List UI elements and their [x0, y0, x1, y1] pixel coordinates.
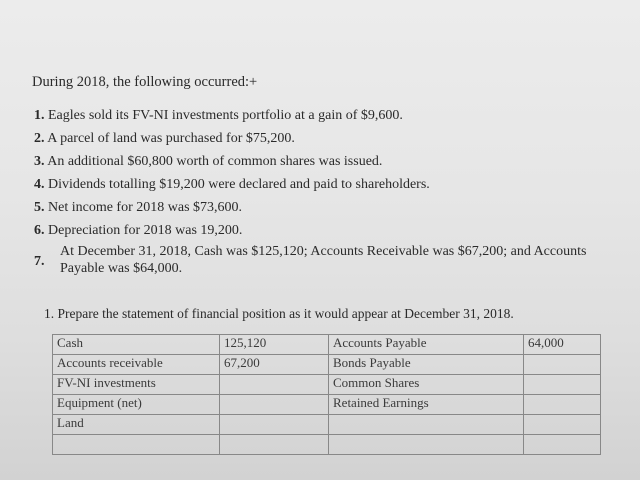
financial-position-table	[52, 334, 601, 455]
events-list	[34, 104, 624, 284]
item-number: 6.	[34, 223, 45, 238]
asset-value-cell[interactable]: 125,120	[220, 335, 329, 355]
list-item	[34, 196, 624, 219]
question-text: 1. Prepare the statement of financial position as it would appear at December 31, 2018.	[44, 306, 514, 321]
asset-value-cell[interactable]	[220, 395, 329, 415]
liability-value-cell[interactable]	[524, 355, 601, 375]
item-text: A parcel of land was purchased for $75,200.	[47, 131, 295, 146]
liability-value-cell[interactable]	[524, 375, 601, 395]
asset-cell[interactable]: Cash	[53, 335, 220, 355]
asset-value-cell[interactable]	[220, 435, 329, 455]
table-row	[53, 355, 601, 375]
item-text: Dividends totalling $19,200 were declared and paid to shareholders.	[48, 177, 430, 192]
liability-cell[interactable]	[329, 435, 524, 455]
asset-cell[interactable]	[53, 435, 220, 455]
asset-cell[interactable]: FV-NI investments	[53, 375, 220, 395]
table-row	[53, 395, 601, 415]
list-item	[34, 104, 624, 127]
asset-value-cell[interactable]	[220, 415, 329, 435]
asset-cell[interactable]: Equipment (net)	[53, 395, 220, 415]
intro-text: During 2018, the following occurred:+	[32, 74, 258, 90]
table-row	[53, 335, 601, 355]
list-item	[34, 150, 624, 173]
item-text: Eagles sold its FV-NI investments portfolio at a gain of $9,600.	[48, 108, 403, 123]
item-number: 3.	[34, 154, 45, 169]
liability-cell[interactable]: Accounts Payable	[329, 335, 524, 355]
item-number: 5.	[34, 200, 45, 215]
liability-cell[interactable]	[329, 415, 524, 435]
table-row	[53, 375, 601, 395]
liability-value-cell[interactable]	[524, 395, 601, 415]
liability-cell[interactable]: Common Shares	[329, 375, 524, 395]
list-item-7	[34, 244, 624, 284]
table-row	[53, 415, 601, 435]
item-number: 4.	[34, 177, 45, 192]
liability-value-cell[interactable]	[524, 415, 601, 435]
list-item	[34, 173, 624, 196]
item-text-line1: At December 31, 2018, Cash was $125,120; Accounts Receivable was $67,200; and Accounts	[60, 244, 587, 259]
list-item	[34, 127, 624, 150]
asset-cell[interactable]: Accounts receivable	[53, 355, 220, 375]
item-text: Depreciation for 2018 was 19,200.	[48, 223, 243, 238]
item-text-line2: Payable was $64,000.	[60, 261, 183, 276]
item-text: An additional $60,800 worth of common shares was issued.	[47, 154, 383, 169]
item-number: 1.	[34, 108, 45, 123]
liability-value-cell[interactable]: 64,000	[524, 335, 601, 355]
item-text: Net income for 2018 was $73,600.	[48, 200, 243, 215]
list-item	[34, 219, 624, 242]
table-row	[53, 435, 601, 455]
item-number: 7.	[34, 254, 45, 269]
liability-value-cell[interactable]	[524, 435, 601, 455]
liability-cell[interactable]: Bonds Payable	[329, 355, 524, 375]
item-number: 2.	[34, 131, 45, 146]
liability-cell[interactable]: Retained Earnings	[329, 395, 524, 415]
asset-value-cell[interactable]: 67,200	[220, 355, 329, 375]
asset-cell[interactable]: Land	[53, 415, 220, 435]
asset-value-cell[interactable]	[220, 375, 329, 395]
